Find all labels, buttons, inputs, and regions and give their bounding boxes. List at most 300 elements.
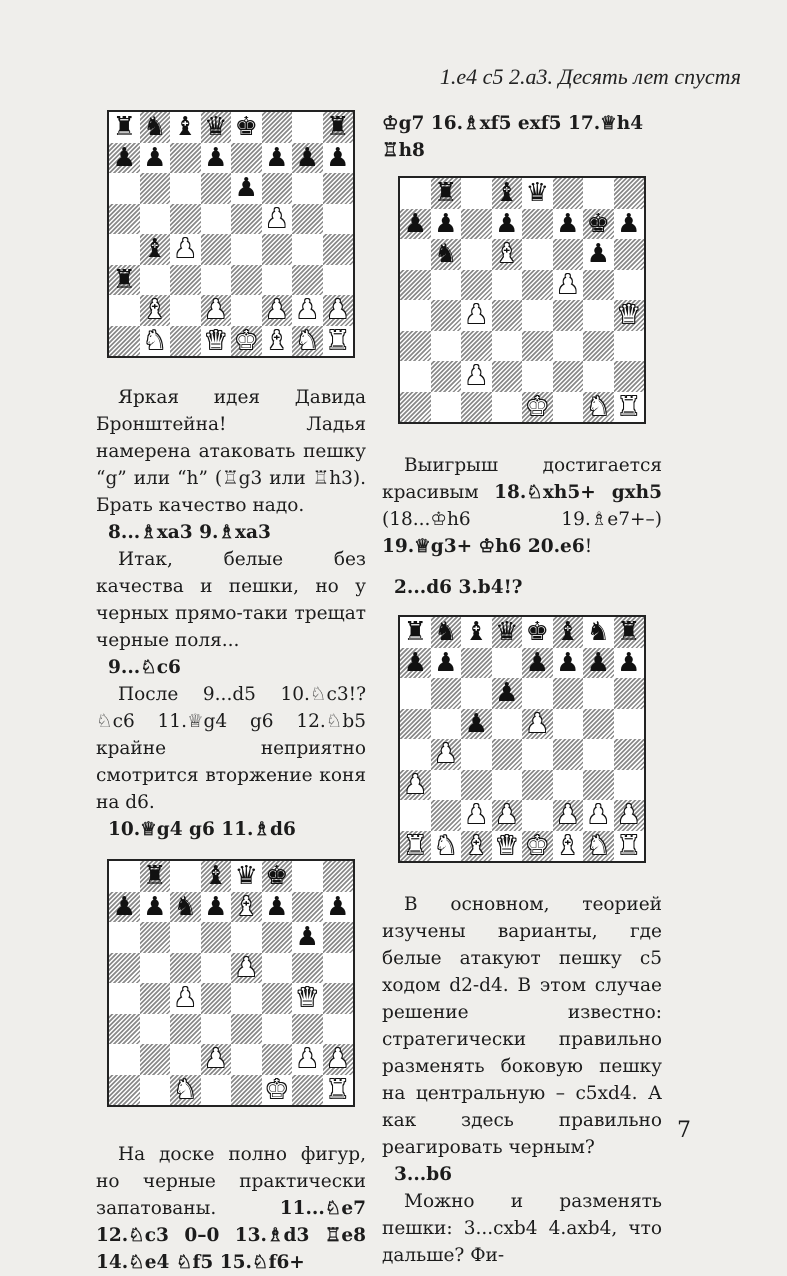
board-square [262, 1075, 293, 1106]
black-queen-icon: ♛ [234, 861, 258, 892]
board-square [292, 1075, 323, 1106]
black-pawn-icon: ♟ [234, 173, 258, 204]
board-square [522, 178, 553, 209]
board-square [323, 204, 354, 235]
white-pawn-icon: ♟ [556, 800, 580, 831]
white-pawn-icon: ♟ [617, 800, 641, 831]
board-square [400, 392, 431, 423]
board-square [553, 617, 584, 648]
move-line: 2...d6 3.b4!? [394, 577, 523, 598]
white-pawn-icon: ♟ [556, 269, 580, 300]
white-pawn-icon: ♟ [295, 1044, 319, 1075]
white-rook-icon: ♜ [617, 391, 641, 422]
black-knight-icon: ♞ [434, 239, 458, 270]
board-square [170, 112, 201, 143]
board-square [292, 1014, 323, 1045]
white-knight-icon: ♞ [434, 830, 458, 861]
commentary-paragraph: Итак, белые без качества и пешки, но у черных прямо-таки трещат черные поля... [96, 549, 366, 651]
white-pawn-icon: ♟ [265, 295, 289, 326]
white-pawn-icon: ♟ [586, 800, 610, 831]
board-square [492, 831, 523, 862]
board-square [292, 204, 323, 235]
board-square [201, 1044, 232, 1075]
board-square [262, 861, 293, 892]
black-pawn-icon: ♟ [295, 142, 319, 173]
board-square [583, 770, 614, 801]
board-square [553, 678, 584, 709]
board-square [400, 617, 431, 648]
board-square [201, 983, 232, 1014]
board-square [614, 361, 645, 392]
black-bishop-icon: ♝ [556, 617, 580, 648]
board-square [553, 831, 584, 862]
board-square [492, 392, 523, 423]
board-square [170, 173, 201, 204]
board-square [231, 892, 262, 923]
board-square [170, 204, 201, 235]
board-square [140, 1075, 171, 1106]
board-square [292, 112, 323, 143]
board-square [400, 300, 431, 331]
black-pawn-icon: ♟ [556, 647, 580, 678]
board-square [522, 648, 553, 679]
move-line: 11...♘e7 12.♘c3 0–0 13.♗d3 ♖e8 14.♘e4 ♘f5 15.♘f6+ [96, 1198, 366, 1273]
board-square [323, 265, 354, 296]
black-pawn-icon: ♟ [586, 647, 610, 678]
black-knight-icon: ♞ [586, 617, 610, 648]
board-square [109, 204, 140, 235]
board-square [431, 392, 462, 423]
board-square [292, 234, 323, 265]
board-square [170, 1044, 201, 1075]
board-square [614, 831, 645, 862]
board-square [109, 295, 140, 326]
board-square [492, 209, 523, 240]
black-pawn-icon: ♟ [112, 142, 136, 173]
black-rook-icon: ♜ [434, 178, 458, 209]
white-queen-icon: ♛ [617, 300, 641, 331]
board-square [109, 953, 140, 984]
white-pawn-icon: ♟ [295, 295, 319, 326]
white-king-icon: ♚ [525, 830, 549, 861]
board-square [461, 831, 492, 862]
white-pawn-icon: ♟ [204, 295, 228, 326]
board-square [400, 239, 431, 270]
board-square [170, 1075, 201, 1106]
black-pawn-icon: ♟ [326, 891, 350, 922]
white-knight-icon: ♞ [295, 325, 319, 356]
board-square [614, 648, 645, 679]
board-square [583, 300, 614, 331]
white-knight-icon: ♞ [586, 391, 610, 422]
white-pawn-icon: ♟ [403, 769, 427, 800]
board-square [170, 234, 201, 265]
white-pawn-icon: ♟ [464, 361, 488, 392]
board-square [292, 1044, 323, 1075]
board-square [553, 392, 584, 423]
board-square [614, 331, 645, 362]
board-square [553, 239, 584, 270]
board-square [231, 922, 262, 953]
board-square [292, 861, 323, 892]
board-square [323, 1044, 354, 1075]
black-bishop-icon: ♝ [495, 178, 519, 209]
board-square [140, 953, 171, 984]
board-square [170, 892, 201, 923]
move-line: 10.♕g4 g6 11.♗d6 [108, 819, 296, 840]
board-square [262, 265, 293, 296]
black-knight-icon: ♞ [143, 112, 167, 143]
board-square [262, 295, 293, 326]
board-square [201, 112, 232, 143]
board-square [323, 922, 354, 953]
board-square [292, 173, 323, 204]
black-pawn-icon: ♟ [112, 891, 136, 922]
board-square [140, 326, 171, 357]
board-square [231, 1044, 262, 1075]
board-square [553, 300, 584, 331]
board-square [522, 617, 553, 648]
white-knight-icon: ♞ [143, 325, 167, 356]
black-pawn-icon: ♟ [143, 142, 167, 173]
board-square [431, 300, 462, 331]
board-square [109, 234, 140, 265]
board-square [614, 709, 645, 740]
board-square [492, 617, 523, 648]
white-rook-icon: ♜ [326, 1074, 350, 1105]
commentary-paragraph: На доске полно фигур, но черные практически запатованы. 11...♘e7 12.♘c3 0–0 13.♗d3 ♖e8 14.♘e4 ♘f5 15.♘f6+ [96, 1144, 366, 1273]
board-square [461, 617, 492, 648]
board-square [614, 300, 645, 331]
board-square [492, 239, 523, 270]
board-square [522, 800, 553, 831]
board-square [140, 983, 171, 1014]
board-square [140, 1014, 171, 1045]
black-rook-icon: ♜ [143, 861, 167, 892]
board-square [614, 209, 645, 240]
board-square [431, 739, 462, 770]
board-square [461, 239, 492, 270]
board-square [109, 173, 140, 204]
black-bishop-icon: ♝ [464, 617, 488, 648]
board-square [522, 239, 553, 270]
white-bishop-icon: ♝ [234, 891, 258, 922]
board-square [492, 178, 523, 209]
white-rook-icon: ♜ [403, 830, 427, 861]
board-square [583, 678, 614, 709]
white-bishop-icon: ♝ [143, 295, 167, 326]
black-pawn-icon: ♟ [403, 208, 427, 239]
board-square [492, 300, 523, 331]
board-square [553, 178, 584, 209]
board-square [461, 800, 492, 831]
board-square [262, 1014, 293, 1045]
board-square [492, 770, 523, 801]
running-header: 1.e4 c5 2.a3. Десять лет спустя [439, 64, 741, 89]
board-square [170, 295, 201, 326]
right-column [382, 110, 662, 1269]
black-queen-icon: ♛ [525, 178, 549, 209]
board-square [323, 1014, 354, 1045]
board-square [553, 800, 584, 831]
board-square [400, 678, 431, 709]
board-square [231, 143, 262, 174]
black-pawn-icon: ♟ [403, 647, 427, 678]
move-line: 9...♘c6 [108, 657, 181, 678]
board-square [140, 892, 171, 923]
board-square [262, 326, 293, 357]
board-square [431, 361, 462, 392]
board-square [170, 922, 201, 953]
board-square [323, 1075, 354, 1106]
board-square [170, 143, 201, 174]
board-square [140, 922, 171, 953]
white-bishop-icon: ♝ [556, 830, 580, 861]
board-square [583, 270, 614, 301]
board-square [522, 361, 553, 392]
black-pawn-icon: ♟ [617, 647, 641, 678]
black-bishop-icon: ♝ [143, 234, 167, 265]
white-bishop-icon: ♝ [265, 325, 289, 356]
board-square [492, 361, 523, 392]
board-square [583, 361, 614, 392]
board-square [614, 617, 645, 648]
white-pawn-icon: ♟ [265, 203, 289, 234]
board-square [522, 270, 553, 301]
board-square [323, 234, 354, 265]
black-king-icon: ♚ [265, 861, 289, 892]
board-square [201, 953, 232, 984]
board-square [201, 265, 232, 296]
board-square [323, 892, 354, 923]
board-square [492, 331, 523, 362]
board-square [522, 300, 553, 331]
black-pawn-icon: ♟ [295, 922, 319, 953]
board-square [323, 861, 354, 892]
board-square [262, 173, 293, 204]
commentary-paragraph: Яркая идея Давида Бронштейна! Ладья намерена атаковать пешку “g” или “h” (♖g3 или ♖h3). Брать качество надо. [96, 387, 366, 516]
board-square [170, 1014, 201, 1045]
board-square [292, 983, 323, 1014]
board-square [400, 209, 431, 240]
board-square [492, 800, 523, 831]
board-square [231, 953, 262, 984]
board-square [492, 678, 523, 709]
board-square [400, 648, 431, 679]
board-square [262, 204, 293, 235]
board-square [170, 983, 201, 1014]
board-square [109, 1014, 140, 1045]
board-square [461, 178, 492, 209]
board-square [201, 204, 232, 235]
board-square [262, 1044, 293, 1075]
board-square [583, 331, 614, 362]
board-square [522, 678, 553, 709]
board-square [109, 326, 140, 357]
board-square [431, 770, 462, 801]
white-pawn-icon: ♟ [495, 800, 519, 831]
black-rook-icon: ♜ [326, 112, 350, 143]
commentary-paragraph: Можно и разменять пешки: 3...cxb4 4.axb4, что дальше? Фи- [382, 1191, 662, 1266]
board-square [553, 331, 584, 362]
board-square [492, 270, 523, 301]
board-square [201, 326, 232, 357]
white-rook-icon: ♜ [326, 325, 350, 356]
board-square [109, 265, 140, 296]
black-rook-icon: ♜ [112, 112, 136, 143]
board-square [109, 112, 140, 143]
board-square [431, 678, 462, 709]
move-line: 8...♗xa3 9.♗xa3 [108, 522, 271, 543]
black-king-icon: ♚ [234, 112, 258, 143]
black-bishop-icon: ♝ [204, 861, 228, 892]
board-square [292, 922, 323, 953]
board-square [140, 1044, 171, 1075]
board-square [614, 392, 645, 423]
white-pawn-icon: ♟ [464, 800, 488, 831]
board-square [140, 143, 171, 174]
board-square [553, 770, 584, 801]
board-square [140, 295, 171, 326]
board-square [140, 204, 171, 235]
board-square [109, 922, 140, 953]
board-square [583, 648, 614, 679]
board-square [231, 1014, 262, 1045]
board-square [231, 983, 262, 1014]
board-square [583, 209, 614, 240]
board-square [262, 112, 293, 143]
black-rook-icon: ♜ [403, 617, 427, 648]
black-pawn-icon: ♟ [204, 142, 228, 173]
black-pawn-icon: ♟ [326, 142, 350, 173]
board-square [231, 265, 262, 296]
board-square [201, 1075, 232, 1106]
board-square [323, 295, 354, 326]
board-square [400, 739, 431, 770]
board-square [292, 953, 323, 984]
board-square [522, 739, 553, 770]
board-square [431, 648, 462, 679]
board-square [109, 861, 140, 892]
commentary-paragraph: В основном, теорией изучены варианты, где белые атакуют пешку c5 ходом d2-d4. В этом случае решение известно: стратегически правильно разменять боковую пешку на центральную – c5xd4. А как здесь правильно реагировать черным? [382, 894, 662, 1158]
board-square [522, 331, 553, 362]
board-square [431, 800, 462, 831]
board-square [109, 892, 140, 923]
black-pawn-icon: ♟ [434, 208, 458, 239]
board-square [431, 178, 462, 209]
black-pawn-icon: ♟ [495, 208, 519, 239]
board-square [231, 173, 262, 204]
board-square [431, 270, 462, 301]
board-square [231, 204, 262, 235]
white-bishop-icon: ♝ [464, 830, 488, 861]
white-queen-icon: ♛ [295, 983, 319, 1014]
board-square [614, 800, 645, 831]
board-square [583, 709, 614, 740]
board-square [522, 209, 553, 240]
board-square [231, 295, 262, 326]
board-square [231, 861, 262, 892]
board-square [400, 331, 431, 362]
white-queen-icon: ♛ [204, 325, 228, 356]
board-square [201, 922, 232, 953]
board-square [170, 265, 201, 296]
chess-diagram [107, 110, 355, 358]
board-square [614, 270, 645, 301]
board-square [553, 209, 584, 240]
board-square [431, 831, 462, 862]
board-square [292, 295, 323, 326]
board-square [492, 648, 523, 679]
board-square [431, 239, 462, 270]
board-square [323, 983, 354, 1014]
board-square [522, 770, 553, 801]
board-square [231, 1075, 262, 1106]
board-square [231, 112, 262, 143]
board-square [231, 326, 262, 357]
white-pawn-icon: ♟ [525, 708, 549, 739]
board-square [262, 234, 293, 265]
board-square [461, 270, 492, 301]
chess-diagram [398, 615, 646, 863]
white-pawn-icon: ♟ [204, 1044, 228, 1075]
board-square [140, 173, 171, 204]
board-square [553, 361, 584, 392]
board-square [553, 648, 584, 679]
black-rook-icon: ♜ [617, 617, 641, 648]
black-queen-icon: ♛ [495, 617, 519, 648]
black-pawn-icon: ♟ [143, 891, 167, 922]
board-square [262, 983, 293, 1014]
board-square [461, 770, 492, 801]
left-column [96, 110, 366, 1276]
board-square [614, 739, 645, 770]
board-square [583, 617, 614, 648]
white-pawn-icon: ♟ [434, 739, 458, 770]
board-square [400, 270, 431, 301]
commentary-paragraph: После 9...d5 10.♘c3!? ♘c6 11.♕g4 g6 12.♘b5 крайне неприятно смотрится вторжение коня на d6. [96, 684, 366, 813]
black-pawn-icon: ♟ [434, 647, 458, 678]
board-square [201, 143, 232, 174]
white-knight-icon: ♞ [173, 1074, 197, 1105]
board-square [262, 922, 293, 953]
board-square [522, 709, 553, 740]
white-queen-icon: ♛ [495, 830, 519, 861]
black-rook-icon: ♜ [112, 264, 136, 295]
board-square [400, 361, 431, 392]
board-square [431, 617, 462, 648]
board-square [262, 892, 293, 923]
white-pawn-icon: ♟ [173, 234, 197, 265]
black-knight-icon: ♞ [173, 891, 197, 922]
board-square [201, 1014, 232, 1045]
board-square [461, 209, 492, 240]
board-square [140, 861, 171, 892]
board-square [461, 709, 492, 740]
black-bishop-icon: ♝ [173, 112, 197, 143]
board-square [522, 392, 553, 423]
board-square [400, 831, 431, 862]
board-square [553, 739, 584, 770]
board-square [461, 392, 492, 423]
board-square [431, 709, 462, 740]
board-square [109, 983, 140, 1014]
board-square [614, 678, 645, 709]
board-square [431, 209, 462, 240]
board-square [583, 239, 614, 270]
board-square [400, 709, 431, 740]
board-square [170, 861, 201, 892]
